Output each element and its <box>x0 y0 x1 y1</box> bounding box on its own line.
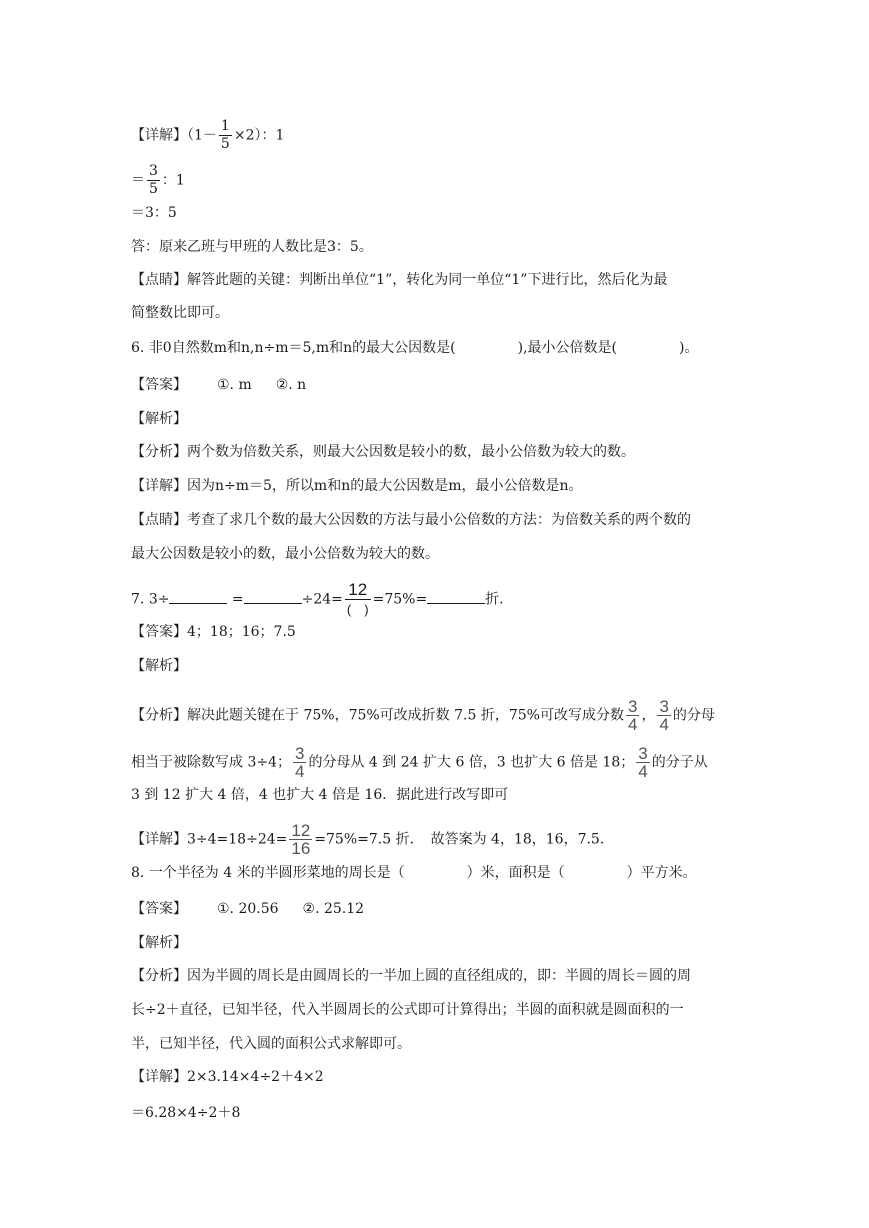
q5-step2: ＝3：5 <box>131 205 177 221</box>
q6-dianjing-1 <box>131 510 691 530</box>
fenxi-text-c: 的分母 <box>672 707 715 724</box>
numerator: 12 <box>291 821 311 840</box>
q8-fenxi-3: 半，已知半径，代入圆的面积公式求解即可。 <box>131 1036 411 1052</box>
fraction-12-over-blank <box>345 580 371 619</box>
fenxi-text-a: 解决此题关键在于 75%，75%可改成折数 7.5 折，75%可改写成分数 <box>187 707 624 724</box>
denominator: 16 <box>291 839 311 858</box>
dianjing-text: 考查了求几个数的最大公因数的方法与最小公倍数的方法：为倍数关系的两个数的 <box>187 512 691 528</box>
answer-2: ②. 25.12 <box>302 901 365 917</box>
detail-text-2: =75%=7.5 折． 故答案为 4，18，16，7.5. <box>314 831 605 848</box>
fenxi-text-b: 的分母从 4 到 24 扩大 6 倍，3 也扩大 6 倍是 18； <box>308 754 635 771</box>
q7-fenxi-2 <box>131 745 708 780</box>
q5-answer-statement: 答：原来乙班与甲班的人数比是3：5。 <box>131 239 373 255</box>
fraction-three-quarters <box>293 745 306 780</box>
detail-tag: 【详解】 <box>131 1069 187 1085</box>
fraction-three-fifths <box>147 163 160 198</box>
ratio-tail: ：1 <box>161 172 185 189</box>
q8-fenxi-2: 长÷2＋直径，已知半径，代入半圆周长的公式即可计算得出；半圆的面积就是圆面积的一 <box>131 1002 684 1018</box>
answer-text: 4；18；16；7.5 <box>187 624 296 640</box>
detail-text: 2×3.14×4÷2＋4×2 <box>187 1069 324 1085</box>
denominator: 4 <box>638 762 648 781</box>
stem-part-c: )。 <box>678 340 699 356</box>
stem-part-a: 一个半径为 4 米的半圆形菜地的周长是（ <box>148 865 405 881</box>
q8-fenxi-1 <box>131 966 691 986</box>
denominator: ( ) <box>346 602 369 617</box>
q8-jiexi: 【解析】 <box>131 935 187 951</box>
answer-tag: 【答案】 <box>131 624 187 640</box>
q5-dianjing-1 <box>131 270 667 290</box>
fenxi-tag: 【分析】 <box>131 968 187 984</box>
fenxi-tag: 【分析】 <box>131 444 187 460</box>
question-number: 8. <box>131 865 145 881</box>
dianjing-tag: 【点睛】 <box>131 512 187 528</box>
numerator: 3 <box>627 697 638 716</box>
numerator: 3 <box>149 163 158 179</box>
fenxi-text: 因为半圆的周长是由圆周长的一半加上圆的直径组成的，即：半圆的周长＝圆的周 <box>187 968 691 984</box>
q7-jiexi: 【解析】 <box>131 658 187 674</box>
answer-1: ①. 20.56 <box>217 901 279 917</box>
q6-stem <box>131 338 698 358</box>
q6-dianjing-2: 最大公因数是较小的数，最小公倍数为较大的数。 <box>131 546 439 562</box>
q7-answer <box>131 622 296 642</box>
q8-answer <box>131 899 364 919</box>
detail-text-1: 3÷4=18÷24= <box>187 831 288 848</box>
fraction-12-over-16 <box>289 822 312 857</box>
stem-part-b: ）米，面积是（ <box>466 865 565 881</box>
fenxi-text-c: 的分子从 <box>651 754 708 771</box>
fraction-three-quarters <box>626 698 639 733</box>
detail-tag: 【详解】 <box>131 478 187 494</box>
answer-tag: 【答案】 <box>131 901 187 917</box>
q6-fenxi <box>131 442 635 462</box>
q7-fenxi-1 <box>131 698 715 733</box>
blank-3 <box>427 589 485 604</box>
fenxi-text-a: 相当于被除数写成 3÷4； <box>131 754 291 771</box>
detail-tag: 【详解】 <box>131 831 187 848</box>
stem-s2: = <box>231 591 244 608</box>
denominator: 5 <box>220 136 230 152</box>
answer-2: ②. n <box>275 377 307 393</box>
denominator: 4 <box>295 762 305 781</box>
numerator: 3 <box>295 744 305 763</box>
numerator: 12 <box>345 580 371 600</box>
numerator: 1 <box>220 118 230 134</box>
question-number: 7. <box>131 591 145 608</box>
expr-open: （1－ <box>187 127 217 144</box>
dianjing-text: 解答此题的关键：判断出单位“1”，转化为同一单位“1”下进行比，然后化为最 <box>187 272 668 288</box>
fenxi-comma: ， <box>641 707 656 724</box>
q6-answer <box>131 375 306 395</box>
denominator: 4 <box>659 715 669 734</box>
dianjing-tag: 【点睛】 <box>131 272 187 288</box>
expr-close: ×2）：1 <box>233 127 285 144</box>
fenxi-tag: 【分析】 <box>131 707 187 724</box>
equals-sign: ＝ <box>131 172 145 189</box>
q5-detail-line <box>131 118 284 153</box>
answer-tag: 【答案】 <box>131 377 187 393</box>
fraction-one-fifth <box>219 118 232 153</box>
numerator: 3 <box>659 697 669 716</box>
stem-s4: =75%= <box>372 591 428 608</box>
q6-jiexi: 【解析】 <box>131 411 187 427</box>
stem-s3: ÷24= <box>301 591 343 608</box>
q7-xiangjie <box>131 822 604 857</box>
q8-step: ＝6.28×4÷2＋8 <box>131 1105 241 1121</box>
stem-part-c: ）平方米。 <box>626 865 697 881</box>
answer-1: ①. m <box>217 377 252 393</box>
q6-xiangjie <box>131 476 583 496</box>
q7-fenxi-3: 3 到 12 扩大 4 倍，4 也扩大 4 倍是 16．据此进行改写即可 <box>131 787 509 803</box>
blank-1 <box>169 589 227 604</box>
question-number: 6. <box>131 340 145 356</box>
stem-part-b: ),最小公倍数是( <box>517 340 617 356</box>
denominator: 4 <box>627 715 638 734</box>
q8-xiangjie <box>131 1067 324 1087</box>
denominator: 5 <box>149 181 158 197</box>
q7-stem <box>131 580 504 619</box>
fraction-three-quarters <box>657 698 670 733</box>
stem-part-a: 非0自然数m和n,n÷m＝5,m和n的最大公因数是( <box>148 340 456 356</box>
stem-s1: 3÷ <box>148 591 170 608</box>
numerator: 3 <box>638 744 648 763</box>
stem-s5: 折. <box>485 591 504 608</box>
fenxi-text: 两个数为倍数关系，则最大公因数是较小的数，最小公倍数为较大的数。 <box>187 444 635 460</box>
q8-stem <box>131 863 697 883</box>
detail-text: 因为n÷m＝5，所以m和n的最大公因数是m，最小公倍数是n。 <box>187 478 583 494</box>
blank-2 <box>244 589 302 604</box>
detail-tag: 【详解】 <box>131 127 187 144</box>
q5-step1 <box>131 163 185 198</box>
q5-dianjing-2: 简整数比即可。 <box>131 305 229 321</box>
fraction-three-quarters <box>636 745 649 780</box>
